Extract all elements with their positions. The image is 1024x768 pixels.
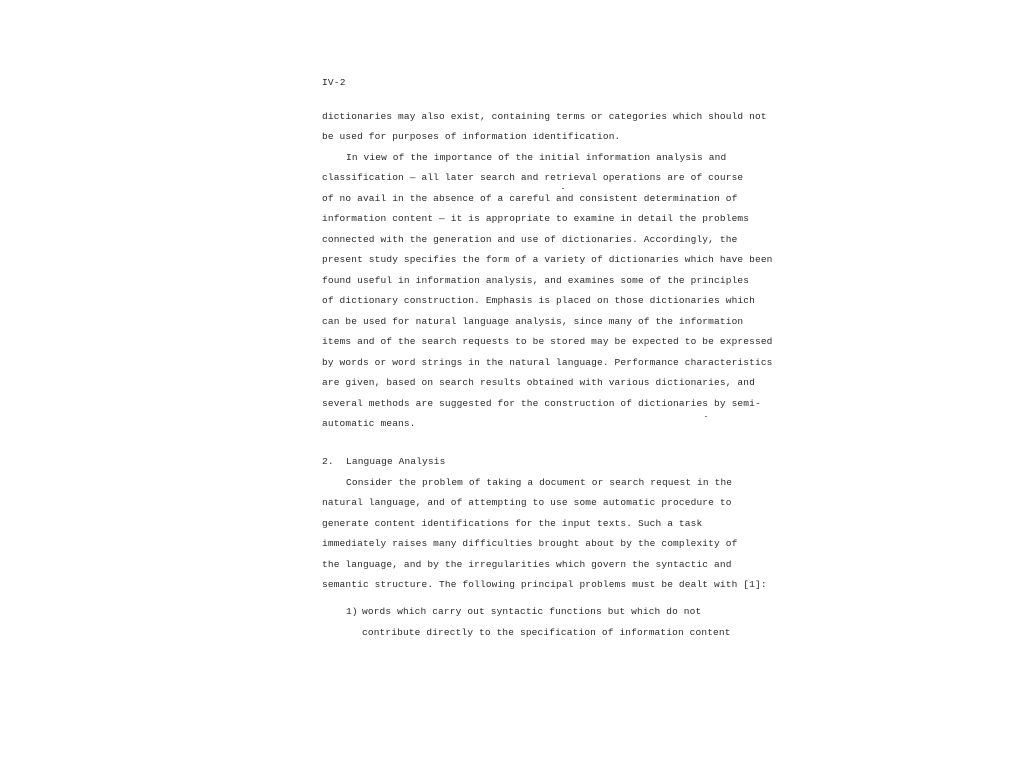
- paragraph-2-line: connected with the generation and use of dictionaries. Accordingly, the: [322, 234, 738, 245]
- paragraph-3-line: semantic structure. The following principal problems must be dealt with [1]:: [322, 579, 767, 590]
- paragraph-1-line: be used for purposes of information identification.: [322, 131, 621, 142]
- paragraph-2-line: can be used for natural language analysis, since many of the information: [322, 316, 744, 327]
- paragraph-2-line: several methods are suggested for the construction of dictionaries by semi-: [322, 398, 761, 409]
- paragraph-2-line: of no avail in the absence of a careful and consistent determination of: [322, 193, 738, 204]
- paragraph-2-line: items and of the search requests to be stored may be expected to be expressed: [322, 336, 773, 347]
- paragraph-2-line: found useful in information analysis, and examines some of the principles: [322, 275, 750, 286]
- paragraph-1-line: dictionaries may also exist, containing terms or categories which should not: [322, 111, 767, 122]
- list-item-marker: 1): [346, 606, 358, 617]
- list-item-line: contribute directly to the specification of information content: [362, 627, 731, 638]
- paragraph-2-line: In view of the importance of the initial information analysis and: [346, 152, 727, 163]
- paragraph-2-line: by words or word strings in the natural language. Performance characteristics: [322, 357, 773, 368]
- paragraph-2-line: present study specifies the form of a variety of dictionaries which have been: [322, 254, 773, 265]
- section-number: 2.: [322, 456, 334, 467]
- paragraph-2-line: classification — all later search and retrieval operations are of course: [322, 172, 744, 183]
- paragraph-3-line: Consider the problem of taking a document or search request in the: [346, 477, 733, 488]
- paragraph-2-line: information content — it is appropriate to examine in detail the problems: [322, 213, 750, 224]
- paragraph-2-line: of dictionary construction. Emphasis is placed on those dictionaries which: [322, 295, 755, 306]
- section-title: Language Analysis: [346, 456, 446, 467]
- scan-speck: [705, 416, 707, 417]
- paragraph-2-line: automatic means.: [322, 418, 416, 429]
- scan-speck: [562, 188, 564, 189]
- list-item-line: words which carry out syntactic functions but which do not: [362, 606, 702, 617]
- paragraph-3-line: generate content identifications for the input texts. Such a task: [322, 518, 703, 529]
- paragraph-3-line: natural language, and of attempting to use some automatic procedure to: [322, 497, 732, 508]
- paragraph-2-line: are given, based on search results obtained with various dictionaries, and: [322, 377, 755, 388]
- page-number: IV-2: [322, 77, 346, 88]
- paragraph-3-line: immediately raises many difficulties brought about by the complexity of: [322, 538, 738, 549]
- paragraph-3-line: the language, and by the irregularities which govern the syntactic and: [322, 559, 732, 570]
